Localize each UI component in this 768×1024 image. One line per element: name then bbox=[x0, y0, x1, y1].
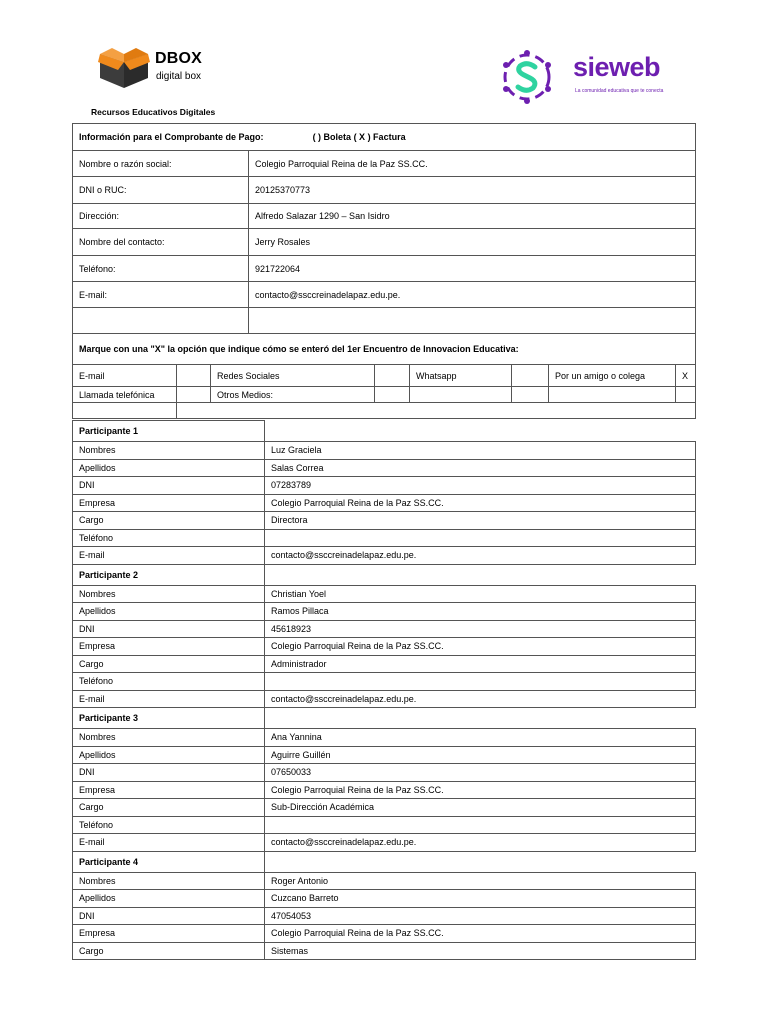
sieweb-tagline: La comunidad educativa que te conecta bbox=[575, 88, 664, 94]
billing-value-contact[interactable]: Jerry Rosales bbox=[249, 229, 696, 256]
participant-3-telefono-field[interactable] bbox=[265, 816, 696, 834]
survey-option-label: Whatsapp bbox=[410, 365, 512, 387]
participant-4-cargo-field[interactable]: Sistemas bbox=[265, 942, 696, 960]
participant-field-row bbox=[73, 925, 696, 943]
empty-cell bbox=[265, 564, 696, 585]
participant-title: Participante 2 bbox=[73, 564, 265, 585]
participant-field-label: Teléfono bbox=[73, 529, 265, 547]
billing-label: Dirección: bbox=[73, 204, 249, 229]
participant-2-e-mail-field[interactable]: contacto@ssccreinadelapaz.edu.pe. bbox=[265, 690, 696, 708]
survey-option-label: Llamada telefónica bbox=[73, 387, 177, 403]
participant-field-label: DNI bbox=[73, 477, 265, 495]
survey-options-row bbox=[73, 365, 696, 387]
billing-label: Nombre del contacto: bbox=[73, 229, 249, 256]
participant-field-row bbox=[73, 638, 696, 656]
participant-field-row bbox=[73, 781, 696, 799]
empty-cell bbox=[265, 708, 696, 729]
participant-3-nombres-field[interactable]: Ana Yannina bbox=[265, 729, 696, 747]
survey-checkbox-social[interactable] bbox=[375, 365, 410, 387]
billing-value-company[interactable]: Colegio Parroquial Reina de la Paz SS.CC. bbox=[249, 151, 696, 177]
participant-title: Participante 4 bbox=[73, 851, 265, 872]
participant-field-row bbox=[73, 764, 696, 782]
billing-row bbox=[73, 204, 696, 229]
participant-field-row bbox=[73, 746, 696, 764]
empty-cell bbox=[73, 308, 249, 334]
survey-option-label: Otros Medios: bbox=[211, 387, 375, 403]
participants-table bbox=[72, 420, 696, 960]
participant-field-label: Nombres bbox=[73, 585, 265, 603]
billing-row bbox=[73, 282, 696, 308]
billing-label: E-mail: bbox=[73, 282, 249, 308]
participant-field-row bbox=[73, 442, 696, 460]
participant-3-cargo-field[interactable]: Sub-Dirección Académica bbox=[265, 799, 696, 817]
participant-3-empresa-field[interactable]: Colegio Parroquial Reina de la Paz SS.CC. bbox=[265, 781, 696, 799]
dbox-logo bbox=[90, 40, 235, 120]
billing-row bbox=[73, 256, 696, 282]
dbox-tagline: Recursos Educativos Digitales bbox=[91, 107, 216, 117]
billing-value-email[interactable]: contacto@ssccreinadelapaz.edu.pe. bbox=[249, 282, 696, 308]
participant-field-label: Cargo bbox=[73, 512, 265, 530]
participant-1-apellidos-field[interactable]: Salas Correa bbox=[265, 459, 696, 477]
empty-cell bbox=[549, 387, 676, 403]
participant-1-empresa-field[interactable]: Colegio Parroquial Reina de la Paz SS.CC. bbox=[265, 494, 696, 512]
survey-spacer-row bbox=[73, 403, 696, 419]
participant-field-label: Teléfono bbox=[73, 816, 265, 834]
empty-cell[interactable] bbox=[249, 308, 696, 334]
participant-1-nombres-field[interactable]: Luz Graciela bbox=[265, 442, 696, 460]
dbox-brand: DBOX bbox=[155, 50, 203, 67]
survey-checkbox-whatsapp[interactable] bbox=[512, 365, 549, 387]
participant-4-nombres-field[interactable]: Roger Antonio bbox=[265, 872, 696, 890]
survey-option-label: Por un amigo o colega bbox=[549, 365, 676, 387]
participant-field-row bbox=[73, 655, 696, 673]
participant-3-apellidos-field[interactable]: Aguirre Guillén bbox=[265, 746, 696, 764]
participant-field-label: DNI bbox=[73, 620, 265, 638]
participant-field-label: Nombres bbox=[73, 872, 265, 890]
participant-field-row bbox=[73, 729, 696, 747]
sieweb-mark-icon bbox=[496, 48, 558, 106]
billing-row-empty bbox=[73, 308, 696, 334]
participant-field-label: Apellidos bbox=[73, 459, 265, 477]
participant-field-label: Apellidos bbox=[73, 603, 265, 621]
billing-label: DNI o RUC: bbox=[73, 177, 249, 204]
participant-field-row bbox=[73, 690, 696, 708]
participant-field-row bbox=[73, 907, 696, 925]
empty-cell bbox=[512, 387, 549, 403]
participant-field-row bbox=[73, 673, 696, 691]
empty-cell bbox=[177, 403, 696, 419]
participant-3-e-mail-field[interactable]: contacto@ssccreinadelapaz.edu.pe. bbox=[265, 834, 696, 852]
participant-field-row bbox=[73, 459, 696, 477]
participant-title: Participante 1 bbox=[73, 421, 265, 442]
participant-1-telefono-field[interactable] bbox=[265, 529, 696, 547]
survey-checkbox-call[interactable] bbox=[177, 387, 211, 403]
participant-field-label: Empresa bbox=[73, 494, 265, 512]
participant-3-dni-field[interactable]: 07650033 bbox=[265, 764, 696, 782]
participant-field-label: Teléfono bbox=[73, 673, 265, 691]
participant-field-label: E-mail bbox=[73, 547, 265, 565]
participant-field-label: Cargo bbox=[73, 799, 265, 817]
participant-1-e-mail-field[interactable]: contacto@ssccreinadelapaz.edu.pe. bbox=[265, 547, 696, 565]
participant-field-label: Empresa bbox=[73, 925, 265, 943]
participant-field-row bbox=[73, 799, 696, 817]
participant-2-telefono-field[interactable] bbox=[265, 673, 696, 691]
participant-field-label: Cargo bbox=[73, 942, 265, 960]
participant-field-label: Apellidos bbox=[73, 890, 265, 908]
participant-header-row bbox=[73, 708, 696, 729]
billing-value-phone[interactable]: 921722064 bbox=[249, 256, 696, 282]
participant-field-label: Nombres bbox=[73, 729, 265, 747]
participant-field-row bbox=[73, 512, 696, 530]
participant-field-label: E-mail bbox=[73, 834, 265, 852]
survey-checkbox-friend[interactable]: X bbox=[676, 365, 696, 387]
participant-field-row bbox=[73, 942, 696, 960]
billing-label: Teléfono: bbox=[73, 256, 249, 282]
billing-row bbox=[73, 229, 696, 256]
participant-field-label: Nombres bbox=[73, 442, 265, 460]
survey-option-label: E-mail bbox=[73, 365, 177, 387]
billing-value-address[interactable]: Alfredo Salazar 1290 – San Isidro bbox=[249, 204, 696, 229]
participant-field-row bbox=[73, 890, 696, 908]
participant-field-row bbox=[73, 816, 696, 834]
participant-header-row bbox=[73, 851, 696, 872]
participant-2-dni-field[interactable]: 45618923 bbox=[265, 620, 696, 638]
billing-label: Nombre o razón social: bbox=[73, 151, 249, 177]
participant-2-apellidos-field[interactable]: Ramos Pillaca bbox=[265, 603, 696, 621]
dbox-box-icon bbox=[98, 48, 150, 92]
participant-2-empresa-field[interactable]: Colegio Parroquial Reina de la Paz SS.CC. bbox=[265, 638, 696, 656]
participant-2-nombres-field[interactable]: Christian Yoel bbox=[265, 585, 696, 603]
participant-field-label: Apellidos bbox=[73, 746, 265, 764]
sieweb-logo bbox=[496, 46, 696, 106]
survey-checkbox-email[interactable] bbox=[177, 365, 211, 387]
participant-header-row bbox=[73, 421, 696, 442]
participant-4-empresa-field[interactable]: Colegio Parroquial Reina de la Paz SS.CC. bbox=[265, 925, 696, 943]
participant-field-row bbox=[73, 603, 696, 621]
billing-header bbox=[73, 124, 696, 151]
billing-header-row bbox=[73, 124, 696, 151]
billing-heading: Información para el Comprobante de Pago: bbox=[79, 132, 264, 142]
participant-field-label: Cargo bbox=[73, 655, 265, 673]
participants-body bbox=[73, 421, 696, 960]
participant-field-label: Empresa bbox=[73, 638, 265, 656]
participant-4-dni-field[interactable]: 47054053 bbox=[265, 907, 696, 925]
participant-field-row bbox=[73, 477, 696, 495]
participant-field-row bbox=[73, 529, 696, 547]
participant-1-cargo-field[interactable]: Directora bbox=[265, 512, 696, 530]
survey-question: Marque con una "X" la opción que indique cómo se enteró del 1er Encuentro de Innovacion Educativa: bbox=[73, 334, 696, 365]
participant-title: Participante 3 bbox=[73, 708, 265, 729]
empty-cell bbox=[265, 421, 696, 442]
empty-cell bbox=[265, 851, 696, 872]
participant-field-label: Empresa bbox=[73, 781, 265, 799]
survey-option-label: Redes Sociales bbox=[211, 365, 375, 387]
dbox-subtitle: digital box bbox=[156, 71, 202, 82]
participant-field-row bbox=[73, 547, 696, 565]
billing-table bbox=[72, 123, 696, 419]
participant-field-row bbox=[73, 494, 696, 512]
billing-row bbox=[73, 177, 696, 204]
empty-cell bbox=[410, 387, 512, 403]
receipt-type-options[interactable]: ( ) Boleta ( X ) Factura bbox=[312, 132, 406, 142]
participant-2-cargo-field[interactable]: Administrador bbox=[265, 655, 696, 673]
participant-field-row bbox=[73, 620, 696, 638]
participant-field-row bbox=[73, 585, 696, 603]
survey-other-field[interactable] bbox=[375, 387, 410, 403]
billing-value-ruc[interactable]: 20125370773 bbox=[249, 177, 696, 204]
participant-field-label: DNI bbox=[73, 907, 265, 925]
billing-row bbox=[73, 151, 696, 177]
participant-1-dni-field[interactable]: 07283789 bbox=[265, 477, 696, 495]
participant-field-label: DNI bbox=[73, 764, 265, 782]
participant-field-row bbox=[73, 872, 696, 890]
survey-question-row bbox=[73, 334, 696, 365]
participant-header-row bbox=[73, 564, 696, 585]
participant-field-label: E-mail bbox=[73, 690, 265, 708]
participant-4-apellidos-field[interactable]: Cuzcano Barreto bbox=[265, 890, 696, 908]
empty-cell bbox=[73, 403, 177, 419]
survey-options-row bbox=[73, 387, 696, 403]
sieweb-brand: sieweb bbox=[573, 52, 661, 82]
empty-cell bbox=[676, 387, 696, 403]
participant-field-row bbox=[73, 834, 696, 852]
